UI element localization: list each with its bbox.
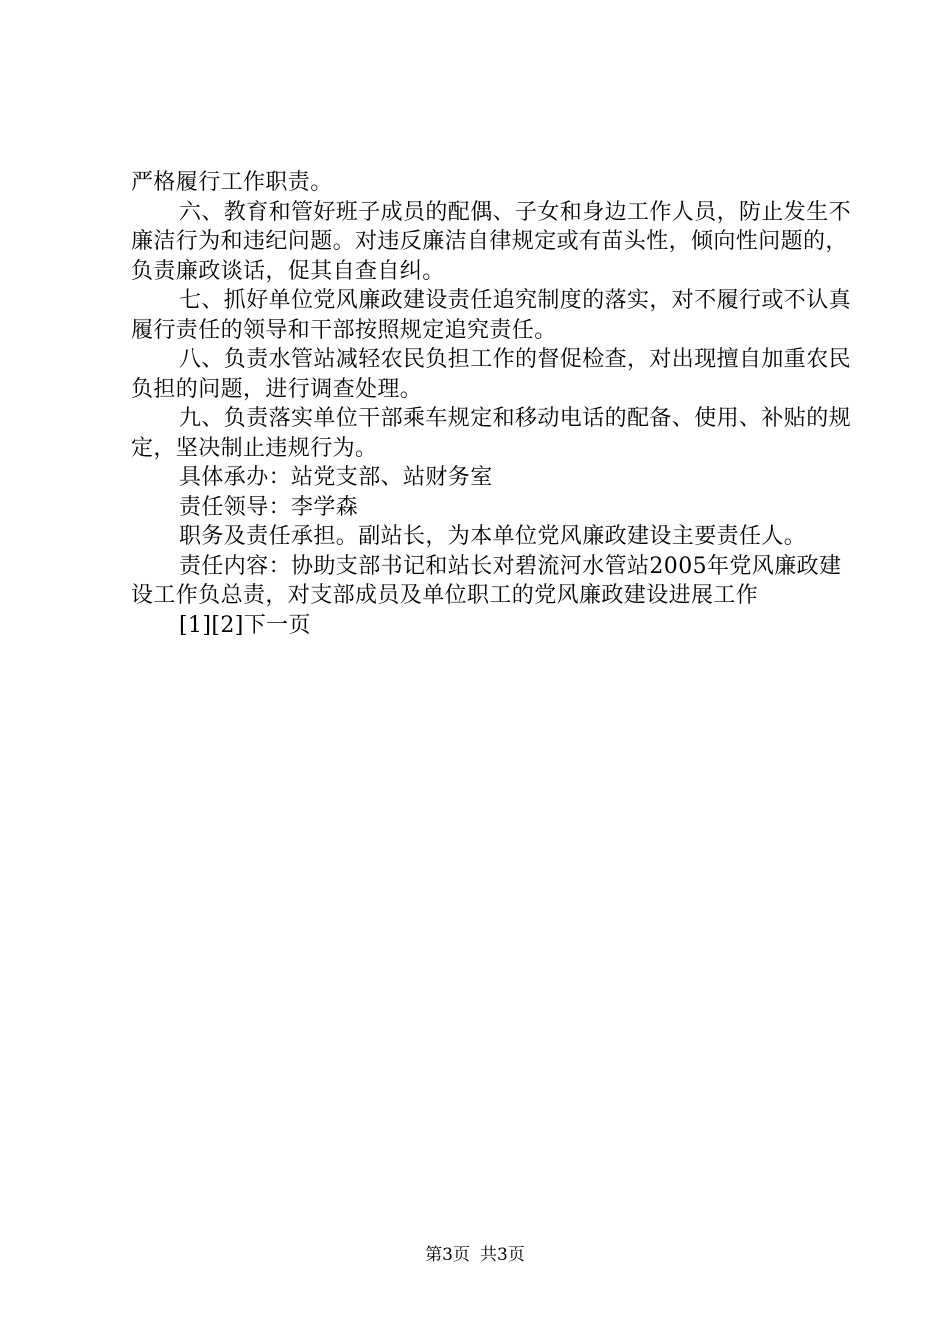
paragraph-responsibility-content: 责任内容：协助支部书记和站长对碧流河水管站2005年党风廉政建设工作负总责，对支部成员及单位职工的党风廉政建设进展工作	[131, 553, 842, 608]
paragraph-position-duty: 职务及责任承担。副站长，为本单位党风廉政建设主要责任人。	[179, 524, 807, 549]
page-number: 第3页	[425, 1245, 470, 1265]
paragraph-handling-dept: 具体承办：站党支部、站财务室	[179, 465, 493, 490]
page-total: 共3页	[480, 1245, 525, 1265]
page-footer	[0, 1244, 950, 1266]
paragraph-item-eight: 八、负责水管站减轻农民负担工作的督促检查，对出现擅自加重农民负担的问题，进行调查处理。	[131, 347, 852, 402]
document-body	[131, 168, 851, 640]
paragraph-continuation: 严格履行工作职责。	[131, 170, 333, 195]
paragraph-item-nine: 九、负责落实单位干部乘车规定和移动电话的配备、使用、补贴的规定，坚决制止违规行为。	[131, 406, 852, 461]
paragraph-item-seven: 七、抓好单位党风廉政建设责任追究制度的落实，对不履行或不认真履行责任的领导和干部按照规定追究责任。	[131, 288, 852, 343]
pagination-links[interactable]: [1][2]下一页	[179, 612, 311, 638]
paragraph-item-six: 六、教育和管好班子成员的配偶、子女和身边工作人员，防止发生不廉洁行为和违纪问题。对违反廉洁自律规定或有苗头性，倾向性问题的，负责廉政谈话，促其自查自纠。	[131, 199, 852, 284]
paragraph-responsible-leader: 责任领导：李学森	[179, 494, 359, 520]
